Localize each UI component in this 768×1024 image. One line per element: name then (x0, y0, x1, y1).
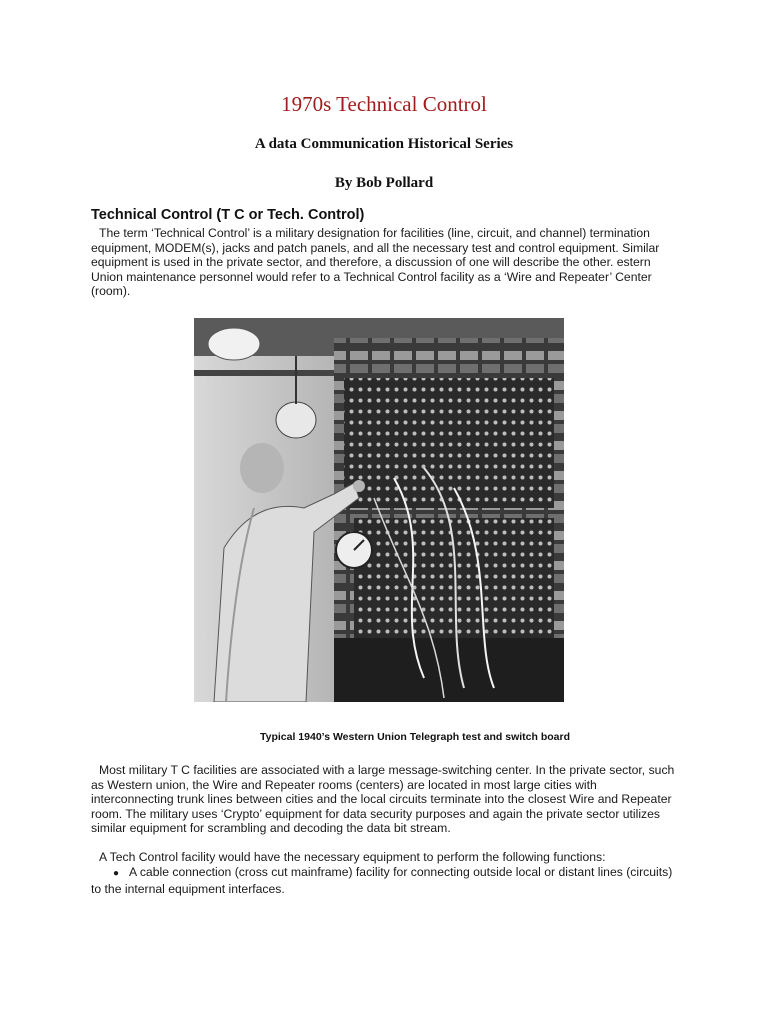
switchboard-photo (194, 318, 564, 702)
bullet-text: A cable connection (cross cut mainframe) facility for connecting outside local or distant lines (circuits) to the internal equipment interfaces. (91, 865, 673, 896)
body-paragraph-military: Most military T C facilities are associated with a large message-switching center. In the private sector, such as Western union, the Wire and Repeater rooms (centers) are located in most large cities with interconnecting trunk lines between cities and the local circuits terminate into the closest Wire and Repeater room. The military uses ‘Crypto’ equipment for data security purposes and again the private sector utilizes similar equipment for scrambling and decoding the data bit stream. (91, 763, 675, 836)
bullet-list-item (91, 865, 681, 896)
section-heading: Technical Control (T C or Tech. Control) (91, 207, 365, 223)
document-subtitle: A data Communication Historical Series (254, 136, 514, 152)
photo-caption: Typical 1940’s Western Union Telegraph test and switch board (259, 731, 571, 743)
intro-paragraph: The term ‘Technical Control’ is a military designation for facilities (line, circuit, and channel) termination equipment, MODEM(s), jacks and patch panels, and all the necessary test and control equipment. Similar equipment is used in the private sector, and therefore, a discussion of one will describe the other. estern Union maintenance personnel would refer to a Technical Control facility as a ‘Wire and Repeater’ Center (room). (91, 226, 660, 299)
body-paragraph-functions: A Tech Control facility would have the necessary equipment to perform the following functions: (99, 850, 606, 864)
bullet-icon: ● (112, 868, 119, 879)
document-title: 1970s Technical Control (281, 92, 487, 116)
author-byline: By Bob Pollard (334, 175, 434, 191)
